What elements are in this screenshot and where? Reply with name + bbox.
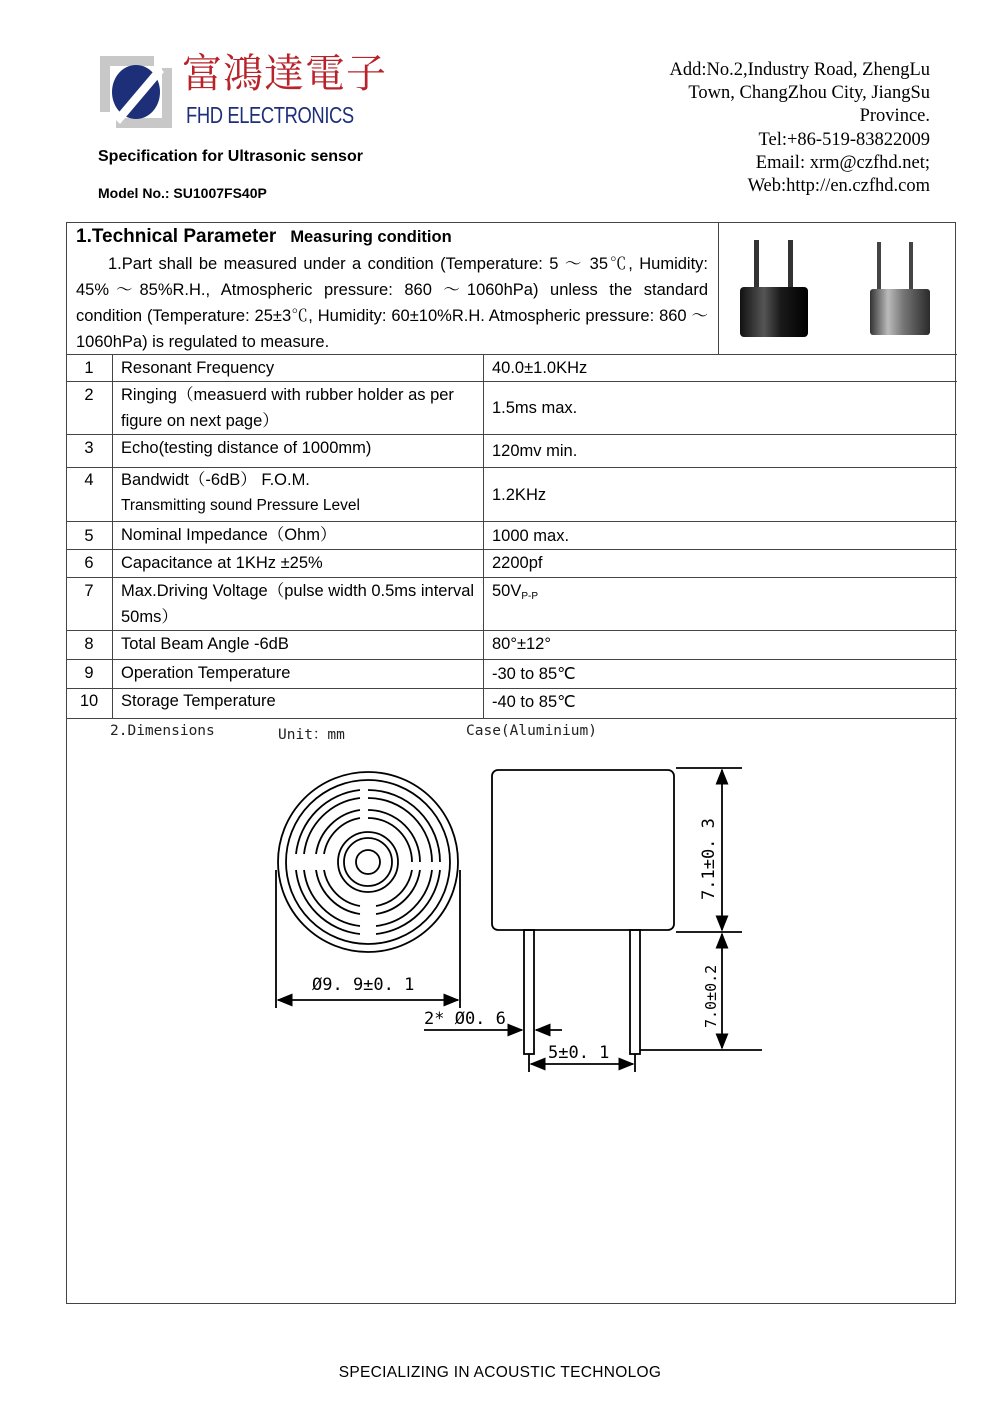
section-title: 1.Technical Parameter (76, 226, 277, 247)
email-line: Email: xrm@czfhd.net; (755, 152, 930, 173)
param-name: Storage Temperature (121, 692, 276, 710)
pin-pitch-label: 5±0. 1 (548, 1043, 610, 1063)
row-number: 1 (84, 359, 94, 377)
param-value: 1.2KHz (492, 486, 547, 504)
measuring-condition-paragraph: 1.Part shall be measured under a condition (Temperature: 5 ～ 35℃, Humidity: 45%～85%R.H., Atmospheric pressure: 860 ～1060hPa) unless the standard condition (Temperature: 25±3℃, Humidity: 60±10%R.H. Atmospheric pressure: 860 ～1060hPa) is regulated to measure. (76, 255, 708, 351)
param-value: 40.0±1.0KHz (492, 359, 588, 377)
param-name: Capacitance at 1KHz ±25% (121, 554, 323, 572)
row-number: 5 (84, 527, 94, 545)
voltage-unit-subscript: P-P (521, 591, 539, 602)
table-rule (112, 354, 113, 718)
measuring-condition-text (76, 251, 708, 355)
param-value: 1.5ms max. (492, 399, 578, 417)
param-name: Nominal Impedance（Ohm） (121, 526, 337, 544)
param-name: Bandwidt（-6dB） F.O.M. (121, 471, 310, 489)
product-photo (730, 232, 950, 344)
param-value: 80°±12° (492, 635, 551, 653)
param-value: 2200pf (492, 554, 543, 572)
dimensions-case: Case(Aluminium) (466, 723, 597, 739)
table-rule (718, 222, 719, 354)
pin-length-label: 7.0±0.2 (702, 964, 720, 1028)
table-rule (66, 718, 957, 719)
param-name: Operation Temperature (121, 664, 291, 682)
address-line: Province. (859, 106, 930, 127)
dimension-drawing (266, 755, 766, 1085)
phone-line: Tel:+86-519-83822009 (758, 129, 930, 150)
param-name: Max.Driving Voltage（pulse width 0.5ms interval 50ms） (121, 582, 475, 626)
row-number: 8 (84, 635, 94, 653)
dimensions-unit: Unit：mm (278, 727, 345, 743)
row-number: 6 (84, 554, 94, 572)
dimensions-title: 2.Dimensions (110, 723, 215, 739)
row-number: 9 (84, 664, 94, 682)
logo-chinese-name: 富鴻達電子 (182, 51, 387, 97)
voltage-value: 50V (492, 582, 522, 600)
diameter-label: Ø9. 9±0. 1 (312, 975, 415, 995)
address-line: Add:No.2,Industry Road, ZhengLu (669, 60, 930, 80)
param-name: Echo(testing distance of 1000mm) (121, 439, 372, 457)
fhd-logo-icon (96, 52, 176, 132)
param-name: Resonant Frequency (121, 359, 275, 377)
document-title: Specification for Ultrasonic sensor (98, 148, 363, 165)
param-value: -30 to 85℃ (492, 665, 576, 683)
row-number: 10 (79, 692, 99, 710)
section-subtitle: Measuring condition (290, 228, 452, 246)
address-line: Town, ChangZhou City, JiangSu (688, 83, 930, 104)
logo-english-name: FHD ELECTRONICS (186, 102, 354, 128)
website-line: Web:http://en.czfhd.com (747, 176, 930, 197)
row-number: 3 (84, 439, 94, 457)
param-name: Ringing（measuerd with rubber holder as per figure on next page） (121, 386, 454, 430)
pin-diameter-label: 2* Ø0. 6 (424, 1009, 506, 1029)
model-number: Model No.: SU1007FS40P (98, 185, 267, 201)
company-address-block (669, 59, 930, 198)
param-value: 120mv min. (492, 442, 578, 460)
param-value: -40 to 85℃ (492, 693, 576, 711)
company-logo (96, 50, 387, 132)
param-name-line2: Transmitting sound Pressure Level (121, 497, 360, 514)
row-number: 7 (84, 582, 94, 600)
table-rule (483, 354, 484, 718)
case-height-label: 7.1±0. 3 (699, 818, 719, 900)
param-name: Total Beam Angle -6dB (121, 635, 289, 653)
row-number: 2 (84, 386, 94, 404)
row-number: 4 (84, 471, 94, 489)
param-value: 1000 max. (492, 527, 570, 545)
section-heading (76, 226, 452, 248)
param-value (492, 582, 538, 602)
page-footer: SPECIALIZING IN ACOUSTIC TECHNOLOG (338, 1364, 662, 1381)
